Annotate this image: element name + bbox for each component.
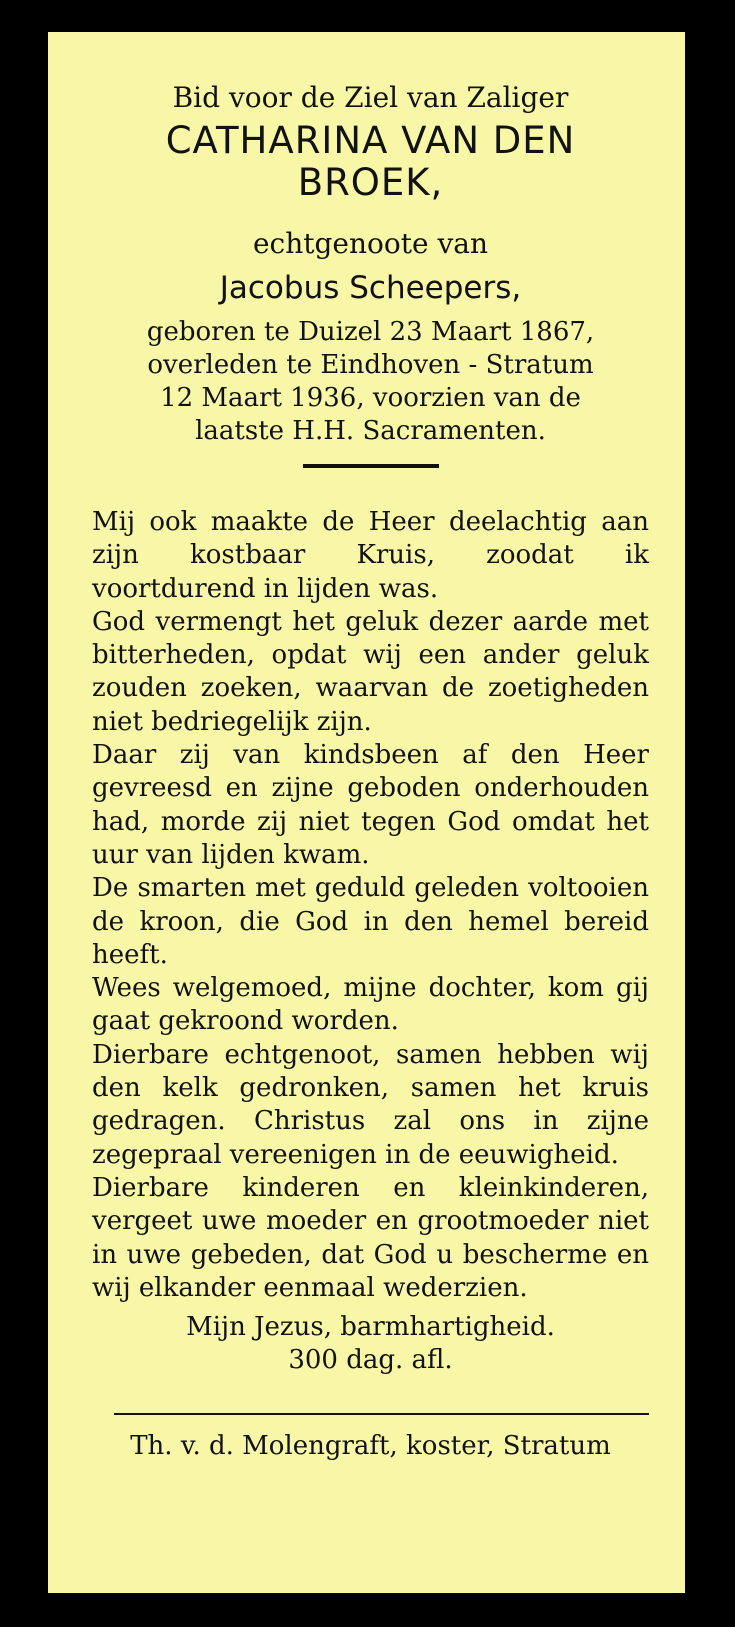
- memorial-text: [92, 506, 649, 1305]
- paragraph-cross: Mij ook maakte de Heer deelachtig aan zijn kostbaar Kruis, zoodat ik voortdurend in lijden was.: [92, 507, 649, 604]
- intro-text: Bid voor de Ziel van Zaliger: [172, 81, 569, 114]
- printer-credit: Th. v. d. Molengraft, koster, Stratum: [130, 1431, 611, 1462]
- death-line: overleden te Eindhoven - Stratum: [147, 350, 594, 380]
- memorial-card: [48, 32, 685, 1593]
- paragraph-childhood: Daar zij van kindsbeen af den Heer gevreesd en zijne geboden onderhouden had, morde zij niet tegen God omdat het uur van lijden kwam.: [92, 740, 649, 870]
- closing-prayer: Mijn Jezus, barmhartigheid.: [186, 1312, 555, 1343]
- deceased-name-line-1: CATHARINA VAN DEN: [165, 119, 576, 162]
- long-divider: [114, 1413, 649, 1415]
- spouse-label: echtgenoote van: [252, 227, 489, 260]
- paragraph-happiness: God vermengt het geluk dezer aarde met bitterheden, opdat wij een ander geluk zouden zoeken, waarvan de zoetigheden niet bedriegelijk zijn.: [92, 606, 649, 737]
- paragraph-children: Dierbare kinderen en kleinkinderen, vergeet uwe moeder en grootmoeder niet in uwe gebeden, dat God u bescherme en wij elkander eenmaal wederzien.: [92, 1172, 649, 1303]
- paragraph-suffering: De smarten met geduld geleden voltooien de kroon, die God in den hemel bereid heeft.: [92, 873, 649, 970]
- paragraph-spouse: Dierbare echtgenoot, samen hebben wij den kelk gedronken, samen het kruis gedragen. Christus zal ons in zijne zegepraal vereenigen in de eeuwigheid.: [92, 1039, 649, 1170]
- sacraments-line: laatste H.H. Sacramenten.: [195, 416, 546, 446]
- biographical-facts: [92, 316, 649, 448]
- short-divider: [303, 464, 439, 468]
- death-date-line: 12 Maart 1936, voorzien van de: [160, 383, 581, 413]
- deceased-name: [92, 120, 649, 204]
- spouse-name: Jacobus Scheepers,: [219, 270, 522, 306]
- paragraph-daughter: Wees welgemoed, mijne dochter, kom gij gaat gekroond worden.: [92, 973, 649, 1037]
- indulgence-note: 300 dag. afl.: [288, 1345, 453, 1376]
- birth-line: geboren te Duizel 23 Maart 1867,: [146, 317, 595, 347]
- deceased-name-line-2: BROEK,: [297, 161, 444, 204]
